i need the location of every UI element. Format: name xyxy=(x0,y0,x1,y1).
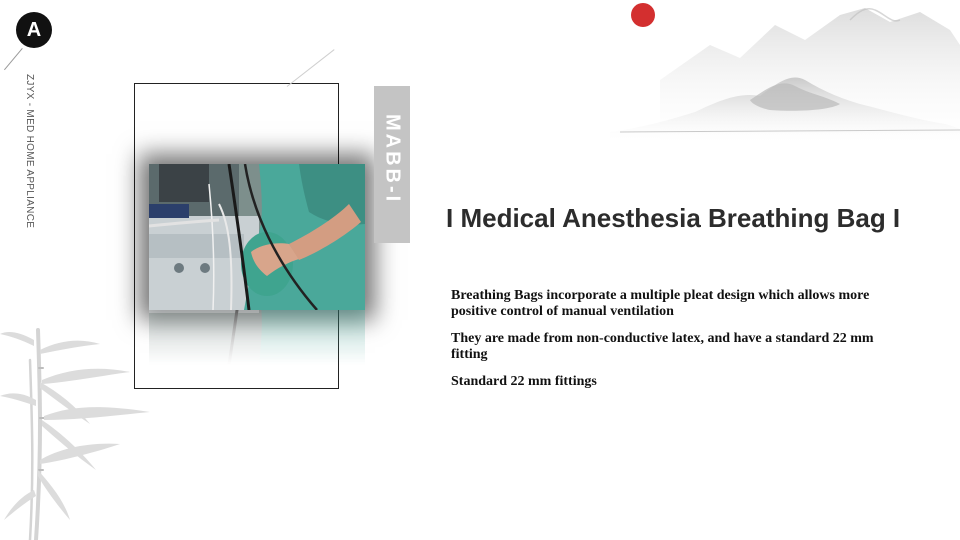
product-photo xyxy=(149,164,365,310)
brand-badge-icon xyxy=(16,12,52,48)
brand-vertical-text: ZJYX - MED HOME APPLIANCE xyxy=(24,74,35,229)
page-title: I Medical Anesthesia Breathing Bag I xyxy=(446,203,901,233)
product-description xyxy=(451,288,906,401)
product-code: MABB-I xyxy=(381,114,404,205)
red-sun-decoration xyxy=(631,3,655,27)
product-code-tag xyxy=(374,86,410,243)
frame-diagonal-line xyxy=(287,49,335,87)
anesthesia-machine-image xyxy=(149,164,365,310)
description-paragraph: Breathing Bags incorporate a multiple pleat design which allows more positive control of manual ventilation xyxy=(451,288,870,319)
description-paragraph: They are made from non-conductive latex, and have a standard 22 mm fitting xyxy=(451,331,874,362)
product-photo-reflection xyxy=(149,310,365,365)
brand-badge-letter: A xyxy=(26,18,42,41)
badge-divider xyxy=(4,48,23,70)
description-paragraph: Standard 22 mm fittings xyxy=(451,374,597,389)
ink-mountains-illustration xyxy=(600,0,960,190)
